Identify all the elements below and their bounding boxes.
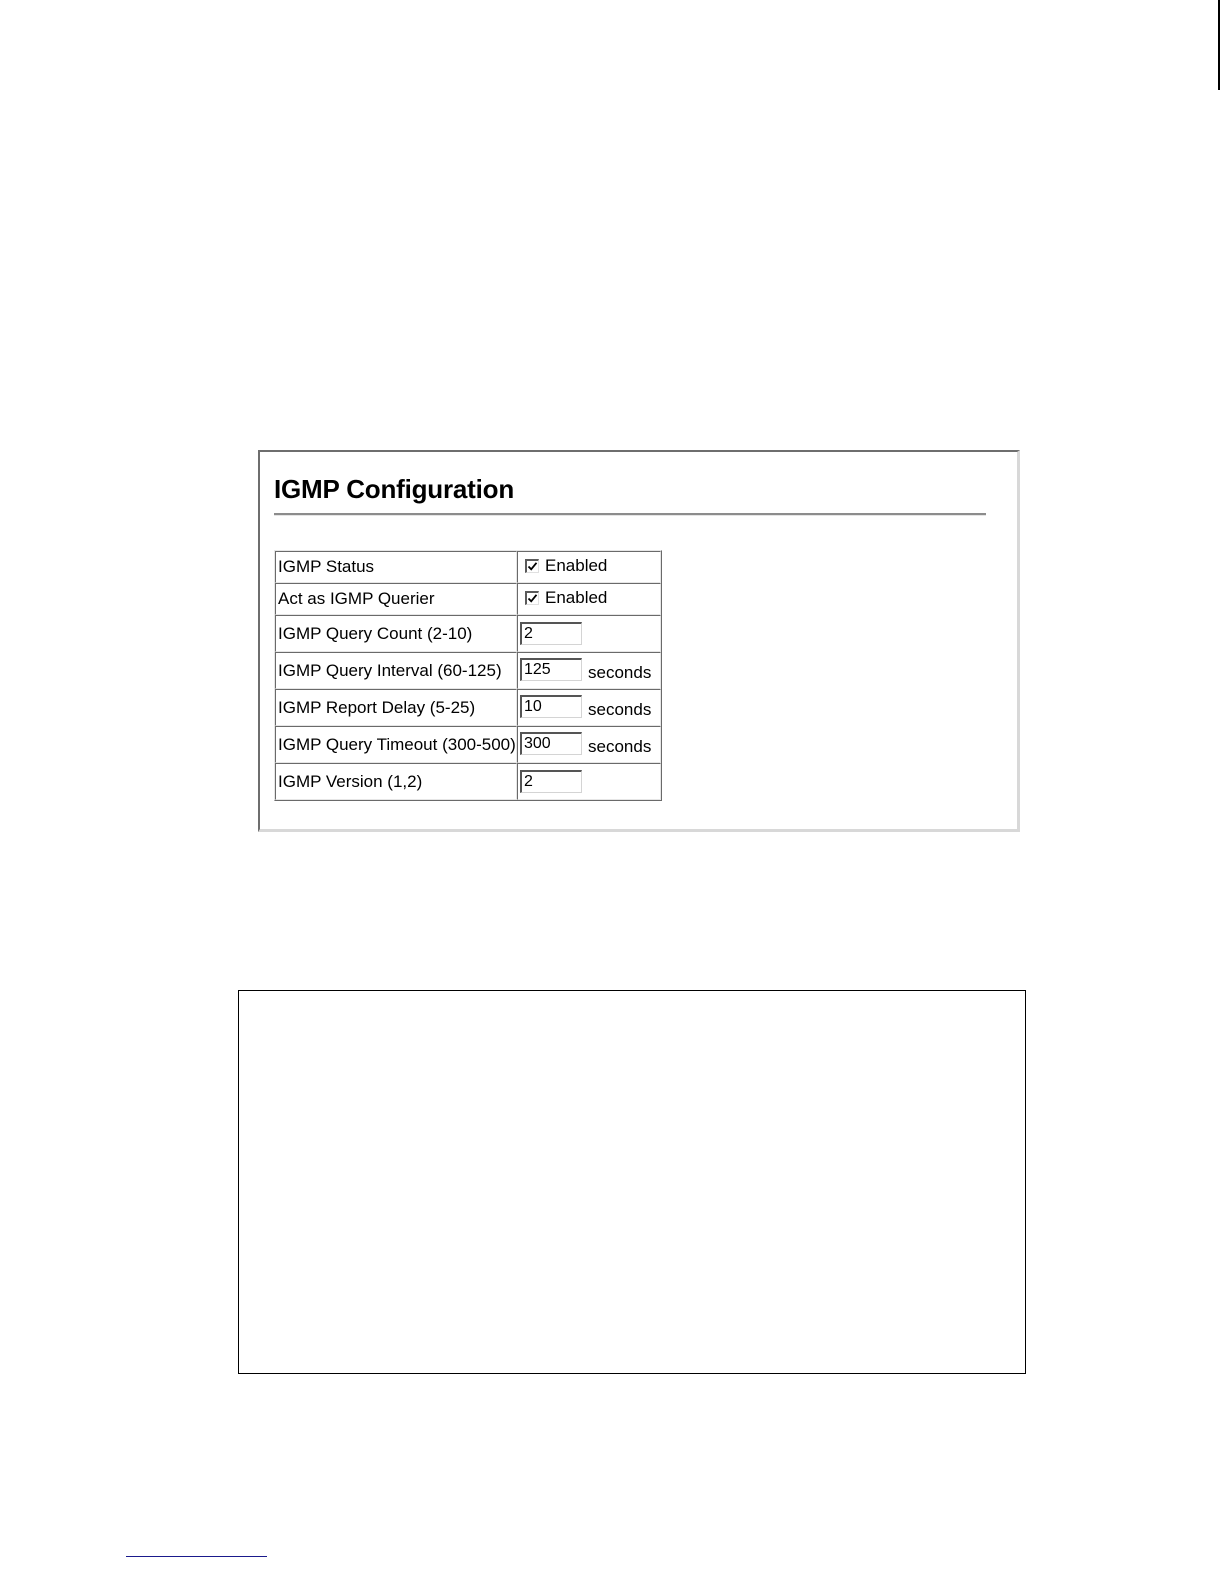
igmp-query-interval-unit: seconds [588,663,652,683]
igmp-query-interval-cell [517,652,661,689]
igmp-version-cell [517,763,661,800]
igmp-status-label: IGMP Status [275,551,517,583]
igmp-status-cell [517,551,661,583]
igmp-query-timeout-cell [517,726,661,763]
igmp-query-timeout-unit: seconds [588,737,652,757]
table-row [275,551,661,583]
table-row [275,615,661,652]
igmp-query-timeout-input[interactable] [520,732,582,755]
igmp-query-count-cell [517,615,661,652]
page-edge-rule [1218,0,1220,90]
igmp-version-label: IGMP Version (1,2) [275,763,517,800]
igmp-querier-label: Act as IGMP Querier [275,583,517,615]
igmp-querier-option-label: Enabled [545,588,608,607]
title-divider [274,513,986,516]
table-row [275,652,661,689]
igmp-query-interval-label: IGMP Query Interval (60-125) [275,652,517,689]
igmp-status-checkbox[interactable] [525,559,539,573]
igmp-query-count-label: IGMP Query Count (2-10) [275,615,517,652]
igmp-query-timeout-label: IGMP Query Timeout (300-500) [275,726,517,763]
empty-bordered-box [238,990,1026,1374]
table-row [275,689,661,726]
igmp-report-delay-label: IGMP Report Delay (5-25) [275,689,517,726]
igmp-querier-checkbox[interactable] [525,591,539,605]
check-mark-icon [527,593,538,604]
igmp-settings-table [274,550,662,801]
igmp-configuration-panel [258,450,1020,832]
igmp-version-input[interactable] [520,770,582,793]
footnote-rule [126,1556,267,1557]
igmp-report-delay-cell [517,689,661,726]
table-row [275,726,661,763]
table-row [275,763,661,800]
igmp-status-checkbox-group[interactable] [520,556,607,576]
igmp-report-delay-input[interactable] [520,695,582,718]
page-title: IGMP Configuration [274,474,515,504]
igmp-querier-cell [517,583,661,615]
igmp-status-option-label: Enabled [545,556,608,575]
igmp-query-count-input[interactable] [520,622,582,645]
igmp-query-interval-input[interactable] [520,658,582,681]
igmp-report-delay-unit: seconds [588,700,652,720]
table-row [275,583,661,615]
igmp-querier-checkbox-group[interactable] [520,588,607,608]
check-mark-icon [527,561,538,572]
